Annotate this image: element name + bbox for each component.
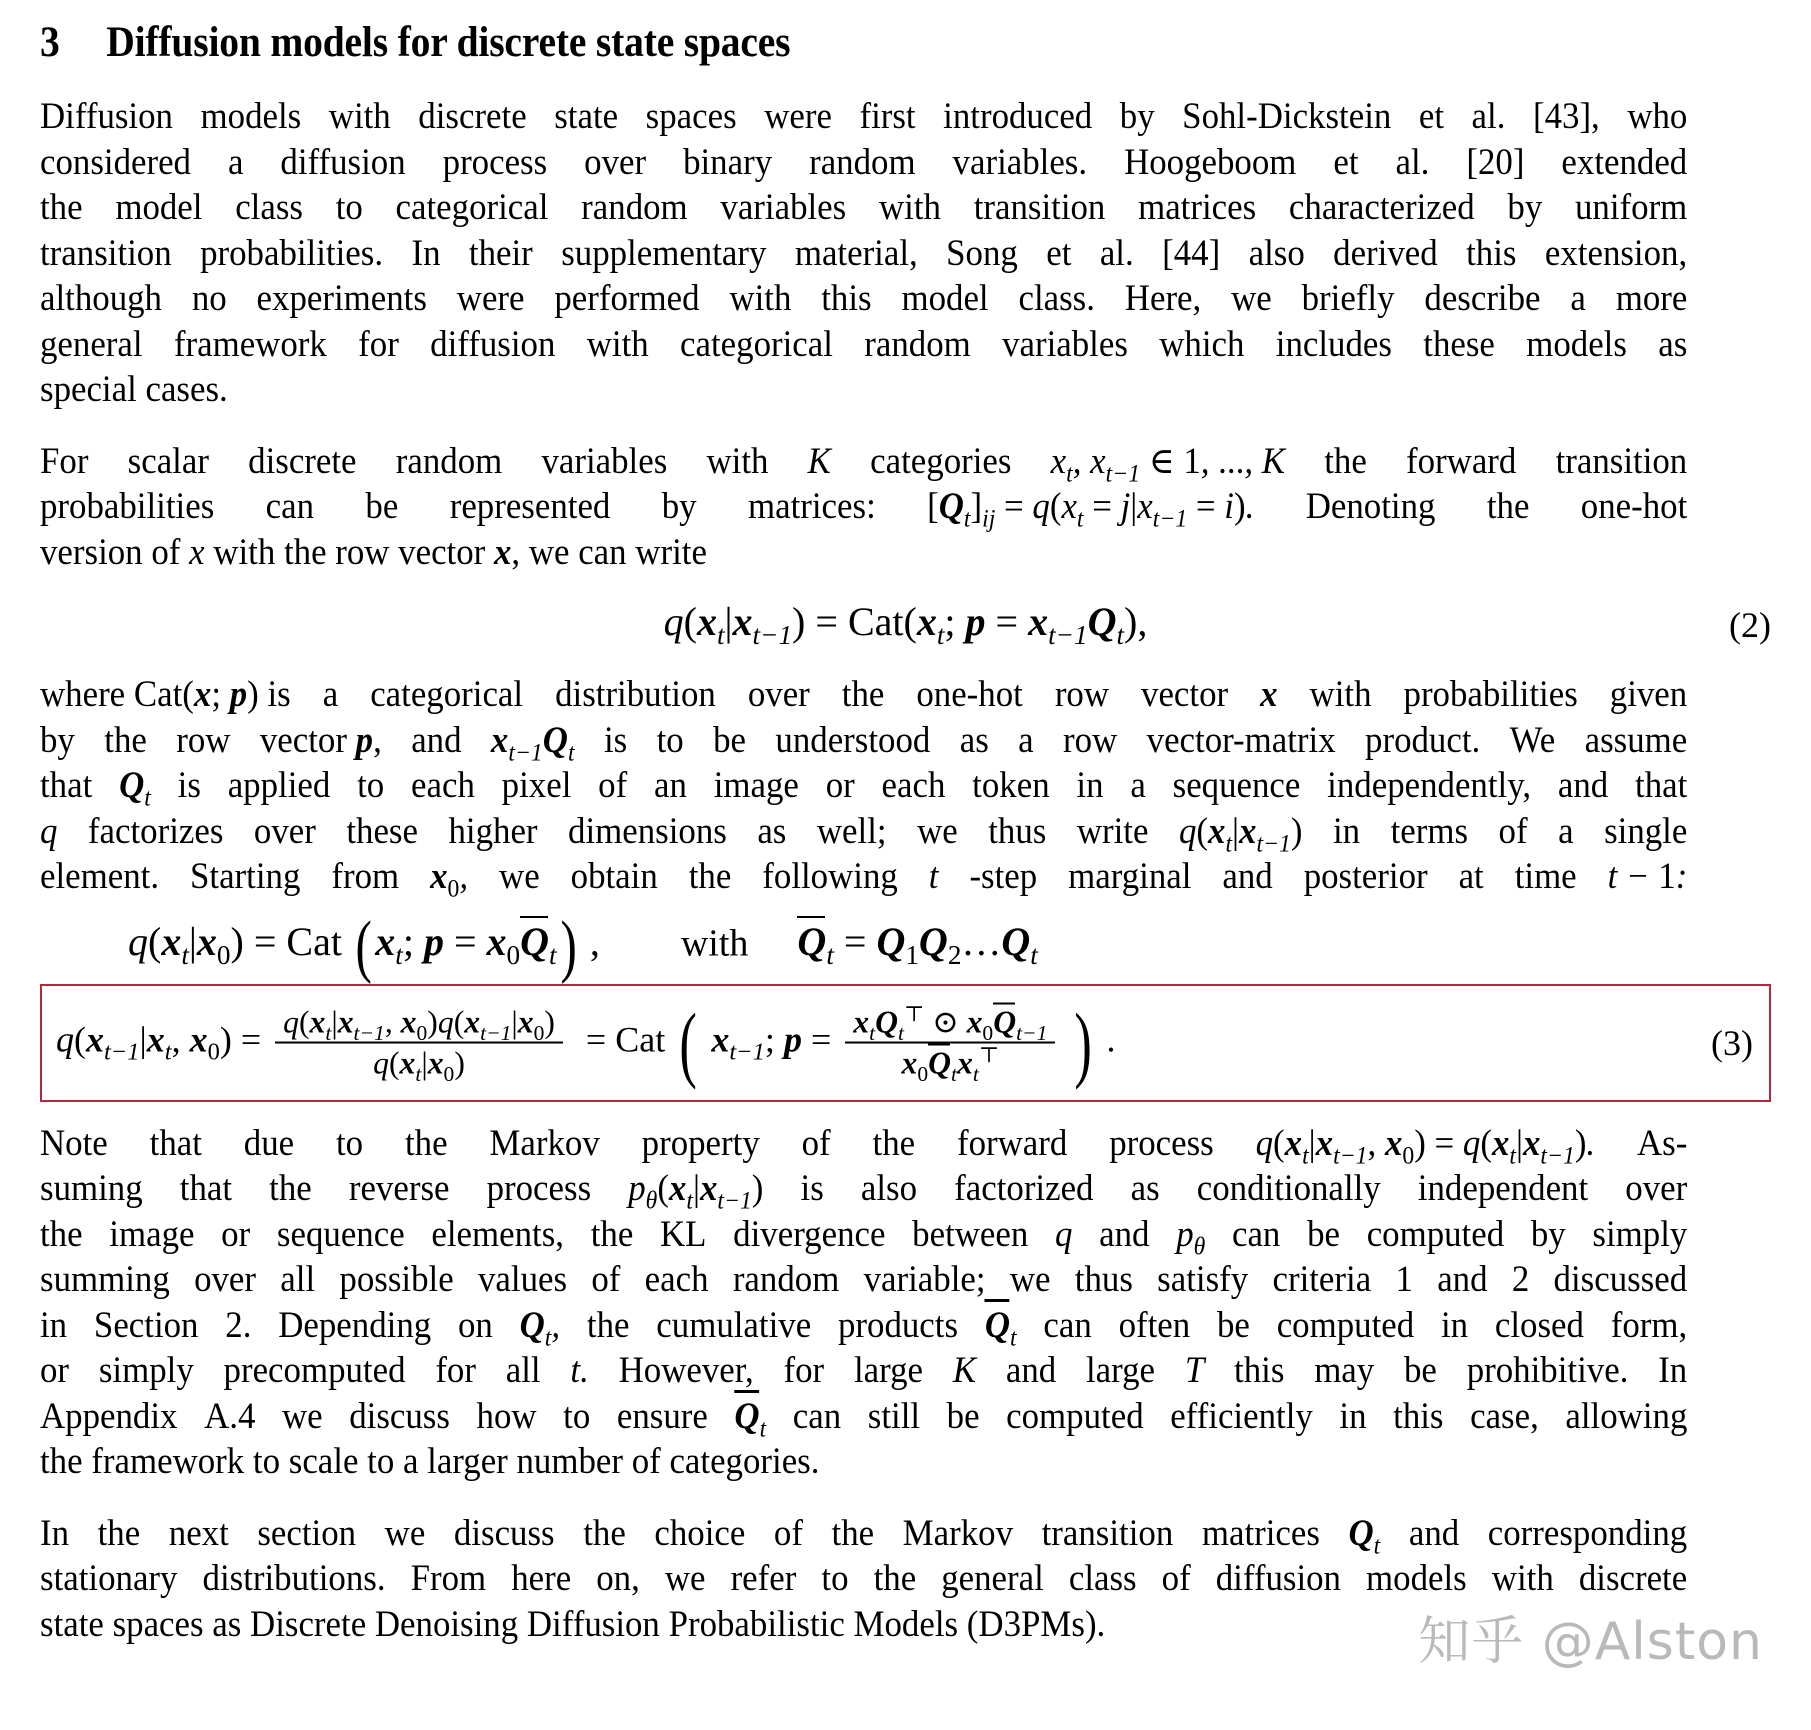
- text-line: or simply precomputed for all t. However, for large K and large T this may be prohibitive. In: [40, 1349, 1688, 1390]
- text-line: Diffusion models with discrete state spaces were first introduced by Sohl-Dickstein et al. [43], who: [40, 95, 1688, 136]
- equation-marginal-body: $q(x_t|x_0)$ = Cat ($x_t$; $p = x_0Q_t$) ,: [128, 907, 600, 985]
- equation-3-box: [40, 984, 1771, 1102]
- paragraph-1: [40, 93, 1693, 412]
- text-line: Appendix A.4 we discuss how to ensure $Q_t$ can still be computed efficiently in this case, allowing: [40, 1394, 1688, 1442]
- text-line: suming that the reverse process $p_\theta(x_t|x_{t-1})$ is also factorized as conditionally independent over: [40, 1167, 1688, 1215]
- equation-3-body: $q(x_{t-1}|x_t$, $x_0$) = $\frac{q(x_t|x_{t-1}, x_0)q(x_{t-1}|x_0)}{q(x_t|x_0)}$ = Cat ( $x_{t-1}$; p = $\frac{x_tQ_t^⊤ ⊙ x_0Q_{t-1}}{x_0Q_tx_t^⊤}$ ) .: [56, 997, 1116, 1091]
- with-label: with: [680, 922, 749, 965]
- text-line: in Section 2. Depending on $Q_t$, the cumulative products $Q_t$ can often be computed in closed form,: [40, 1303, 1688, 1351]
- text-line: where Cat(x; p) is a categorical distribution over the one-hot row vector x with probabilities given: [40, 673, 1688, 714]
- watermark: 知乎 @Alston: [1418, 1612, 1763, 1672]
- paragraph-5: [40, 1510, 1693, 1647]
- equation-marginal: [40, 907, 1811, 985]
- text-line: probabilities can be represented by matrices: $[Q_t]_{ij} = q(x_t = j|x_{t-1} = i)$. Denoting the one-hot: [40, 485, 1688, 533]
- equation-3-number: (3): [1711, 1022, 1753, 1063]
- text-line: the image or sequence elements, the KL divergence between q and $p_\theta$ can be computed by simply: [40, 1212, 1688, 1260]
- text-line: q factorizes over these higher dimensions as well; we thus write $q(x_t|x_{t-1})$ in terms of a single: [40, 809, 1688, 857]
- text-line: element. Starting from $x_0$, we obtain the following t -step marginal and posterior at time t − 1:: [40, 855, 1688, 903]
- text-line: transition probabilities. In their supplementary material, Song et al. [44] also derived this extension,: [40, 231, 1688, 273]
- paper-page: [40, 0, 1771, 1730]
- text-line: summing over all possible values of each random variable; we thus satisfy criteria 1 and 2 discussed: [40, 1258, 1688, 1299]
- equation-marginal-rhs: $Q_t$ = $Q_1Q_2\dots Q_t$: [797, 919, 1038, 971]
- text-line: considered a diffusion process over binary random variables. Hoogeboom et al. [20] extended: [40, 140, 1688, 182]
- equation-3-fraction-right: $\frac{x_tQ_t^⊤ ⊙ x_0Q_{t-1}}{x_0Q_tx_t^⊤}$: [845, 1004, 1055, 1081]
- equation-3-fraction-left: $\frac{q(x_t|x_{t-1}, x_0)q(x_{t-1}|x_0)}{q(x_t|x_0)}$: [275, 1004, 563, 1081]
- text-line: state spaces as Discrete Denoising Diffusion Probabilistic Models (D3PMs).: [40, 1602, 1106, 1644]
- equation-2-number: (2): [1729, 605, 1771, 645]
- text-line: general framework for diffusion with categorical random variables which includes these models as: [40, 322, 1688, 364]
- text-line: version of x with the row vector x, we can write: [40, 530, 707, 572]
- text-line: In the next section we discuss the choice of the Markov transition matrices $Q_t$ and corresponding: [40, 1511, 1688, 1559]
- text-line: although no experiments were performed with this model class. Here, we briefly describe a more: [40, 277, 1688, 318]
- text-line: For scalar discrete random variables with K categories $x_t$, $x_{t-1}$ ∈ 1, ..., K the forward transition: [40, 439, 1688, 487]
- equation-2: [40, 598, 1771, 650]
- paragraph-2: [40, 438, 1693, 575]
- paragraph-4: [40, 1120, 1693, 1484]
- text-line: the framework to scale to a larger number of categories.: [40, 1440, 820, 1481]
- section-title: Diffusion models for discrete state spaces: [106, 19, 791, 66]
- equation-2-body: $q(x_t|x_{t-1}) = Cat(x_t$; $p = x_{t-1}Q_t$),: [663, 599, 1148, 650]
- text-line: Note that due to the Markov property of the forward process $q(x_t|x_{t-1}$, $x_0) = q(x_t|x_{t-1})$. As-: [40, 1121, 1688, 1169]
- text-line: by the row vector p, and $x_{t-1}Q_t$ is to be understood as a row vector-matrix product. We assume: [40, 718, 1688, 766]
- text-line: stationary distributions. From here on, we refer to the general class of diffusion models with discrete: [40, 1557, 1688, 1598]
- text-line: special cases.: [40, 368, 228, 409]
- page-title: [40, 18, 1633, 67]
- section-number: 3: [40, 19, 60, 66]
- text-line: the model class to categorical random variables with transition matrices characterized by uniform: [40, 186, 1688, 227]
- paragraph-3: [40, 671, 1693, 903]
- text-line: that $Q_t$ is applied to each pixel of an image or each token in a sequence independently, and that: [40, 764, 1688, 812]
